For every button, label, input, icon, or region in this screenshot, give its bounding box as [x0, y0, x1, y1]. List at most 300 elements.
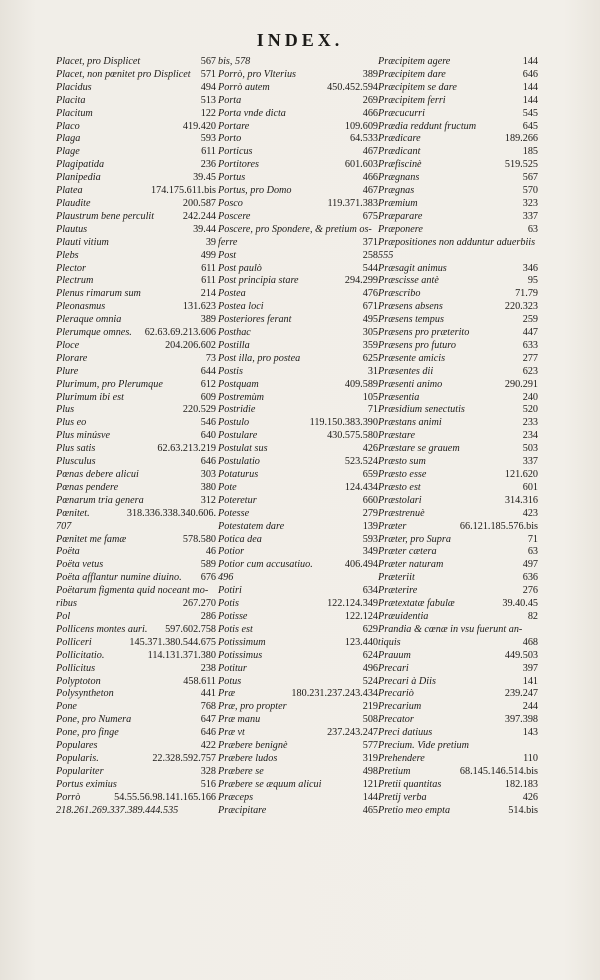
index-entry: [218, 792, 378, 805]
index-term: Præsens pro præterito: [378, 327, 470, 339]
index-entry: [378, 314, 538, 327]
index-term: Precariò: [378, 688, 414, 700]
index-entry: [56, 701, 216, 714]
index-term: Porrò: [56, 791, 81, 803]
index-entry: [218, 224, 378, 237]
index-term: Portitores: [218, 159, 259, 171]
index-pages: 611: [201, 146, 216, 158]
index-term: Placidus: [56, 81, 92, 93]
index-entry: [378, 714, 538, 727]
index-entry: [218, 766, 378, 779]
index-term: Posteriores ferant: [218, 314, 292, 326]
index-pages: 119.150.383.390: [309, 417, 378, 429]
index-pages: 185: [522, 146, 538, 158]
index-entry: [56, 624, 216, 637]
index-term: Poëtarum figmenta quid noceant mo-: [56, 585, 209, 597]
index-pages: 346: [522, 262, 538, 274]
index-entry: [378, 211, 538, 224]
index-entry: [218, 417, 378, 430]
index-entry: [56, 805, 216, 818]
index-term: Post principia stare: [218, 275, 299, 287]
index-term: Præcipitem se dare: [378, 81, 457, 93]
index-term: ribus: [56, 598, 77, 610]
index-term: Prætextatæ fabulæ: [378, 598, 455, 610]
index-entry: [218, 559, 378, 572]
index-pages: 290.291: [504, 378, 538, 390]
index-pages: 514.bis: [508, 804, 538, 816]
index-term: Præsto est: [378, 481, 421, 493]
index-entry: [378, 443, 538, 456]
index-entry: [56, 727, 216, 740]
index-entry: [56, 366, 216, 379]
index-term: Plaustrum bene perculit: [56, 210, 155, 222]
index-column-1: [56, 56, 216, 817]
index-term: Precium. Vide pretium: [378, 740, 469, 752]
index-term: Postulare: [218, 430, 258, 442]
index-entry: [378, 753, 538, 766]
index-pages: 239.247: [504, 688, 538, 700]
index-term: Postea: [218, 288, 246, 300]
index-entry: [378, 469, 538, 482]
index-term: Pote: [218, 481, 237, 493]
index-term: Post: [218, 249, 237, 261]
index-entry: [218, 430, 378, 443]
index-entry: [218, 185, 378, 198]
index-term: Prehendere: [378, 752, 425, 764]
index-pages: 516: [200, 778, 216, 790]
index-entry: [218, 237, 378, 250]
index-pages: 646: [200, 727, 216, 739]
index-pages: 380: [200, 481, 216, 493]
index-pages: 294.299: [344, 275, 378, 287]
index-pages: 419.420: [182, 120, 216, 132]
index-entry: [378, 650, 538, 663]
index-entry: [56, 469, 216, 482]
index-term: Potior: [218, 546, 245, 558]
index-pages: 267.270: [182, 598, 216, 610]
index-term: Portus: [218, 172, 246, 184]
index-pages: 571: [200, 68, 216, 80]
index-entry: [378, 572, 538, 585]
index-pages: 337: [522, 456, 538, 468]
index-term: Pretio meo empta: [378, 804, 451, 816]
index-term: Pœnarum tria genera: [56, 494, 144, 506]
index-term: bis, 578: [218, 56, 251, 67]
index-entry: [56, 663, 216, 676]
index-entry: [56, 430, 216, 443]
index-term: Porrò, pro Vlterius: [218, 68, 297, 80]
index-pages: 279: [362, 507, 378, 519]
index-pages: 143: [522, 727, 538, 739]
index-term: Præter, pro Supra: [378, 533, 451, 545]
index-term: Plurimum ibi est: [56, 391, 124, 403]
index-term: Præponere: [378, 223, 423, 235]
index-entry: [56, 301, 216, 314]
index-pages: 233: [522, 417, 538, 429]
index-pages: 497: [522, 559, 538, 571]
index-term: Pone, pro Numera: [56, 714, 132, 726]
index-pages: 359: [362, 339, 378, 351]
index-pages: 323: [522, 197, 538, 209]
index-pages: 426: [362, 443, 378, 455]
index-term: Potus: [218, 675, 242, 687]
index-term: Præstans animi: [378, 417, 442, 429]
index-term: Plus satis: [56, 443, 96, 455]
index-entry: [56, 688, 216, 701]
index-entry: [378, 508, 538, 521]
index-entry: [378, 250, 538, 263]
index-entry: [56, 456, 216, 469]
index-entry: [378, 611, 538, 624]
index-pages: 204.206.602: [165, 339, 216, 351]
index-term: Plebs: [56, 249, 79, 261]
index-pages: 122: [200, 107, 216, 119]
index-entry: [218, 727, 378, 740]
index-pages: 546: [200, 417, 216, 429]
index-term: Postquam: [218, 378, 259, 390]
index-term: Præpositiones non adduntur aduerbiis: [378, 236, 536, 248]
index-term: Postulat sus: [218, 443, 268, 455]
index-entry: [218, 676, 378, 689]
index-entry: [378, 766, 538, 779]
index-pages: 567: [522, 172, 538, 184]
index-term: Præcipitem ferri: [378, 94, 446, 106]
index-term: Plage: [56, 146, 80, 158]
index-pages: 182.183: [504, 778, 538, 790]
index-term: Postridie: [218, 404, 256, 416]
index-entry: [56, 379, 216, 392]
index-pages: 422: [200, 740, 216, 752]
index-term: Præter cætera: [378, 546, 437, 558]
index-pages: 447: [522, 327, 538, 339]
index-pages: 676: [200, 572, 216, 584]
index-pages: 659: [362, 469, 378, 480]
index-term: Pœnas debere alicui: [56, 469, 139, 480]
index-pages: 406.494: [344, 559, 378, 571]
index-entry: [378, 779, 538, 792]
index-pages: 189.266: [504, 133, 538, 145]
index-entry: [378, 69, 538, 82]
index-entry: [56, 559, 216, 572]
index-pages: 237.243.247: [327, 727, 378, 739]
index-entry: [218, 482, 378, 495]
index-pages: 449.503: [504, 649, 538, 661]
index-term: Plenus rimarum sum: [56, 288, 141, 300]
index-entry: [378, 701, 538, 714]
index-pages: 244: [522, 701, 538, 713]
index-entry: [56, 133, 216, 146]
index-entry: [218, 508, 378, 521]
index-pages: 269: [362, 94, 378, 106]
index-term: Potica dea: [218, 533, 262, 545]
index-term: Præsens tempus: [378, 314, 444, 326]
index-pages: 259: [522, 314, 538, 326]
index-term: Præter: [378, 520, 407, 532]
index-entry: [56, 495, 216, 508]
index-term: Præsenti animo: [378, 378, 443, 390]
index-entry: [218, 95, 378, 108]
index-term: Præcucurri: [378, 107, 425, 119]
index-entry: [378, 172, 538, 185]
index-entry: [218, 469, 378, 482]
index-pages: 109.609: [344, 120, 378, 132]
index-entry: [218, 572, 378, 585]
index-entry: [56, 56, 216, 69]
index-pages: 520: [522, 404, 538, 416]
index-term: Præsto esse: [378, 469, 427, 480]
index-entry: [56, 753, 216, 766]
index-term: Post illa, pro postea: [218, 352, 301, 364]
index-pages: 544: [362, 262, 378, 274]
index-entry: [218, 495, 378, 508]
index-pages: 495: [362, 314, 378, 326]
index-term: Potiri: [218, 585, 242, 597]
index-term: Pœnitet.: [56, 507, 90, 519]
index-pages: 238: [200, 662, 216, 674]
index-term: Præscisse antè: [378, 275, 439, 287]
index-term: Præsentes dii: [378, 365, 434, 377]
index-entry: [218, 546, 378, 559]
index-term: Placitum: [56, 107, 93, 119]
index-term: Portare: [218, 120, 250, 132]
index-pages: 465: [362, 804, 378, 816]
index-pages: 612: [200, 378, 216, 390]
index-entry: [378, 482, 538, 495]
index-term: Præsagit animus: [378, 262, 447, 274]
index-pages: 174.175.611.bis: [151, 185, 216, 197]
index-term: Portus eximius: [56, 778, 117, 790]
index-term: Pœnitet me famæ: [56, 533, 127, 545]
index-entry: [56, 224, 216, 237]
index-term: Præ manu: [218, 714, 261, 726]
index-entry: [378, 82, 538, 95]
index-pages: 68.145.146.514.bis: [459, 765, 538, 777]
index-pages: 496: [362, 662, 378, 674]
index-entry: [56, 650, 216, 663]
index-term: Posthac: [218, 327, 251, 339]
index-entry: [218, 327, 378, 340]
index-pages: 139: [362, 520, 378, 532]
index-entry: [378, 688, 538, 701]
index-entry: [378, 585, 538, 598]
index-term: Præscribo: [378, 288, 421, 300]
index-term: Placita: [56, 94, 86, 106]
index-pages: 314.316: [504, 494, 538, 506]
index-entry: [218, 121, 378, 134]
index-entry: [218, 456, 378, 469]
index-entry: [378, 456, 538, 469]
index-pages: 122.124: [344, 610, 378, 622]
index-term: Plautus: [56, 223, 88, 235]
index-entry: [218, 69, 378, 82]
index-term: Præstolari: [378, 494, 422, 506]
index-term: Porrò autem: [218, 81, 270, 93]
index-entry: [56, 275, 216, 288]
index-term: Prægnas: [378, 185, 415, 197]
index-entry: [218, 56, 378, 69]
index-entry: [378, 676, 538, 689]
index-term: Plusculus: [56, 456, 96, 468]
index-pages: 609: [200, 391, 216, 403]
index-pages: 601: [522, 481, 538, 493]
index-entry: [56, 676, 216, 689]
index-entry: [378, 624, 538, 637]
index-pages: 498: [362, 765, 378, 777]
index-pages: 494: [200, 81, 216, 93]
index-entry: [378, 805, 538, 818]
index-entry: [218, 534, 378, 547]
index-entry: [378, 404, 538, 417]
index-term: Præsente amicis: [378, 352, 446, 364]
index-pages: 476: [362, 288, 378, 300]
index-term: Præsidium senectutis: [378, 404, 465, 416]
index-entry: [56, 353, 216, 366]
index-entry: [378, 495, 538, 508]
index-entry: [378, 379, 538, 392]
index-pages: 468: [522, 636, 538, 648]
index-entry: [56, 237, 216, 250]
index-entry: [378, 275, 538, 288]
index-term: Poëta vetus: [56, 559, 104, 571]
index-term: Populariter: [56, 765, 104, 777]
index-pages: 39.40.45: [502, 598, 538, 610]
index-term: Præcipitem agere: [378, 56, 451, 67]
index-entry: [56, 766, 216, 779]
index-entry: [218, 753, 378, 766]
index-entry: [378, 121, 538, 134]
index-entry: [56, 340, 216, 353]
index-entry: [378, 340, 538, 353]
page-title: INDEX.: [256, 30, 344, 50]
index-entry: [378, 108, 538, 121]
index-term: Præstrenuè: [378, 507, 425, 519]
index-entry: [378, 559, 538, 572]
index-entry: [378, 366, 538, 379]
index-entry: [218, 250, 378, 263]
index-term: Præuidentia: [378, 610, 429, 622]
index-term: Præ: [218, 688, 235, 700]
index-pages: 450.452.594: [327, 81, 378, 93]
index-entry: [218, 275, 378, 288]
index-entry: [56, 82, 216, 95]
index-pages: 114.131.371.380: [147, 649, 216, 661]
index-term: Pone, pro finge: [56, 727, 119, 739]
index-term: Præbere benignè: [218, 740, 288, 752]
index-term: Prædia reddunt fructum: [378, 120, 477, 132]
index-pages: 82: [527, 610, 538, 622]
index-entry: [218, 585, 378, 598]
index-term: Præsentia: [378, 391, 420, 403]
index-term: Præteriit: [378, 572, 415, 584]
index-term: Præstare se grauem: [378, 443, 460, 455]
index-pages: 214: [200, 288, 216, 300]
index-pages: 240: [522, 391, 538, 403]
index-term: Poëta afflantur numine diuino.: [56, 572, 182, 584]
index-entry: [378, 288, 538, 301]
index-entry: [218, 805, 378, 818]
index-pages: 623: [522, 365, 538, 377]
index-pages: 389: [200, 314, 216, 326]
index-term: 496: [218, 572, 234, 584]
index-entry: [56, 572, 216, 585]
index-term: Præ vt: [218, 727, 245, 739]
index-term: Postea loci: [218, 301, 264, 313]
index-entry: [56, 740, 216, 753]
index-entry: [218, 211, 378, 224]
index-entry: [56, 95, 216, 108]
index-entry: [218, 108, 378, 121]
index-entry: [56, 443, 216, 456]
index-term: Placet, non pœnitet pro Displicet: [56, 68, 191, 80]
index-entry: [378, 392, 538, 405]
index-pages: 644: [200, 365, 216, 377]
index-term: Postulo: [218, 417, 250, 429]
index-pages: 629: [362, 623, 378, 635]
index-pages: 242.244: [182, 210, 216, 222]
index-pages: 349: [362, 546, 378, 558]
index-term: Plus: [56, 404, 75, 416]
index-entry: [56, 714, 216, 727]
index-pages: 513: [200, 94, 216, 106]
index-pages: 640: [200, 430, 216, 442]
index-term: Præsens absens: [378, 301, 443, 313]
index-pages: 303: [200, 469, 216, 480]
index-pages: 633: [522, 339, 538, 351]
index-term: Pretii quantitas: [378, 778, 442, 790]
index-entry: [378, 534, 538, 547]
index-pages: 601.603: [344, 159, 378, 171]
index-term: Pollicitatio.: [56, 649, 105, 661]
index-entry: [56, 611, 216, 624]
index-term: Præsto sum: [378, 456, 426, 468]
index-pages: 31: [367, 365, 378, 377]
index-pages: 371: [362, 236, 378, 248]
index-entry: [218, 688, 378, 701]
index-term: Prauum: [378, 649, 411, 661]
index-pages: 409.589: [344, 378, 378, 390]
index-entry: [218, 379, 378, 392]
index-pages: 577: [362, 740, 378, 752]
index-entry: [56, 108, 216, 121]
index-term: Potisse: [218, 610, 248, 622]
index-term: Plurimum, pro Plerumque: [56, 378, 163, 390]
index-entry: [56, 534, 216, 547]
index-term: Postilla: [218, 339, 250, 351]
index-term: Placet, pro Displicet: [56, 56, 141, 67]
index-entry: [218, 159, 378, 172]
index-term: Præparare: [378, 210, 423, 222]
index-entry: [378, 95, 538, 108]
index-term: Portus, pro Domo: [218, 185, 292, 197]
index-pages: 503: [522, 443, 538, 455]
index-entry: [56, 314, 216, 327]
index-entry: [218, 198, 378, 211]
index-term: Præcipitem dare: [378, 68, 446, 80]
index-term: Precari: [378, 662, 409, 674]
index-term: Poscere: [218, 210, 251, 222]
index-pages: 389: [362, 68, 378, 80]
index-entry: [218, 443, 378, 456]
index-term: Plauti vitium: [56, 236, 109, 248]
index-pages: 593: [362, 533, 378, 545]
index-term: Præcipitare: [218, 804, 267, 816]
index-pages: 236: [200, 159, 216, 171]
index-entry: [218, 366, 378, 379]
index-term: 555: [378, 249, 394, 261]
index-pages: 499: [200, 249, 216, 261]
index-term: Potissimus: [218, 649, 263, 661]
index-entry: [56, 146, 216, 159]
